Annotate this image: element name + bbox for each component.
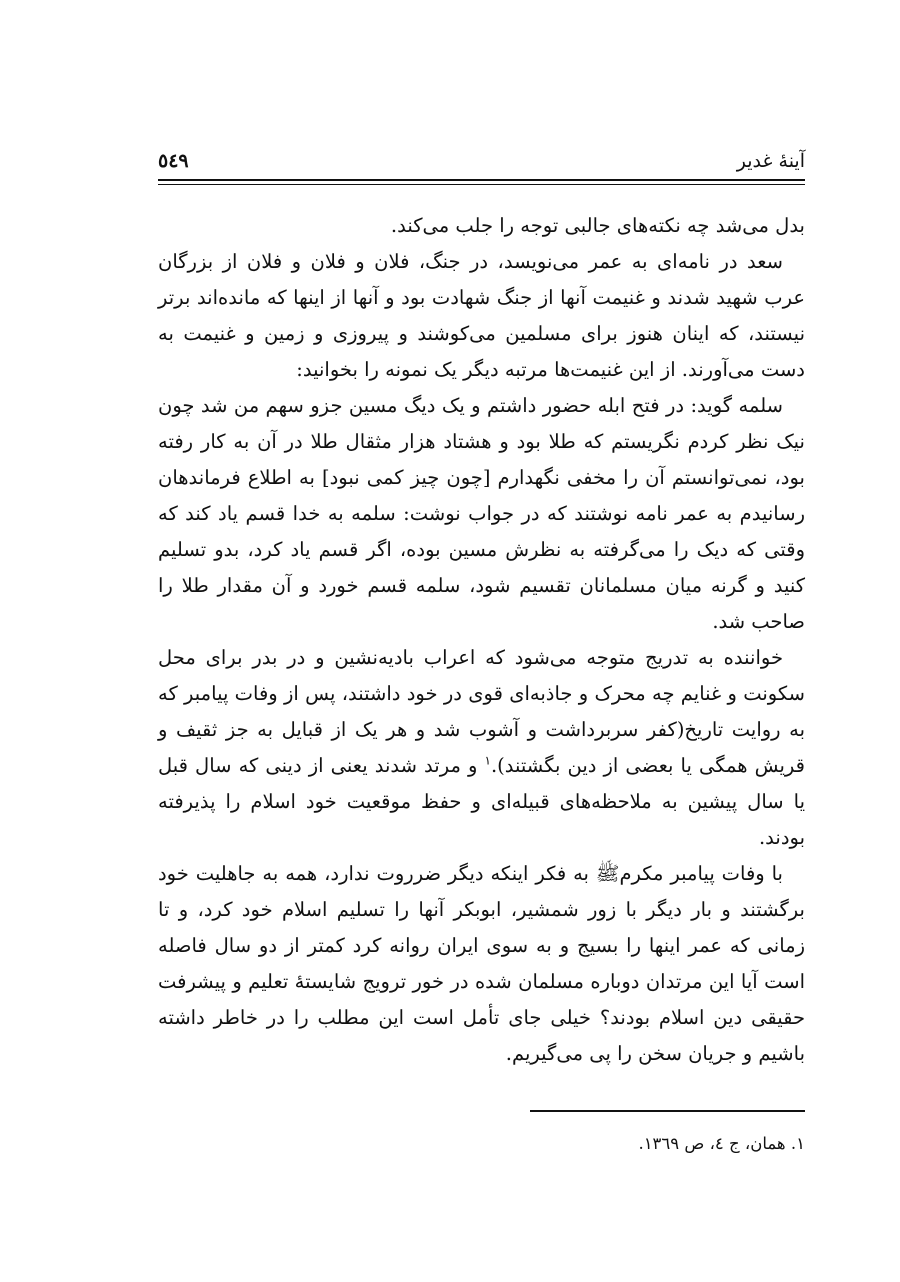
paragraph: بدل می‌شد چه نکته‌های جالبی توجه را جلب می‌کند.: [390, 214, 805, 237]
header-rule-thick: [158, 179, 805, 181]
running-header: [158, 150, 805, 180]
footnote: ١. همان، ج ٤، ص ١٣٦٩.: [638, 1134, 805, 1153]
page-number: ٥٤٩: [158, 150, 189, 172]
paragraph-text: و مرتد شدند یعنی از دینی که سال قبل یا سال پیشین به ملاحظه‌های قبیله‌ای و حفظ موقعیت خود اسلام را پذیرفته بودند.: [158, 754, 805, 849]
body-text: [158, 208, 805, 1072]
footnote-separator: [530, 1110, 805, 1112]
header-title: آینهٔ غدیر: [736, 150, 805, 172]
paragraph: با وفات پیامبر مکرمﷺ به فکر اینکه دیگر ضرروت ندارد، همه به جاهلیت خود برگشتند و بار دیگر با زور شمشیر، ابوبکر آنها را تسلیم اسلام خود کرد، و تا زمانی که عمر اینها را بسیج و به سوی ایران روانه کرد کمتر از دو سال فاصله است آیا این مرتدان دوباره مسلمان شده در خور ترویج شایستهٔ تعلیم و پیشرفت حقیقی دین اسلام بودند؟ خیلی جای تأمل است این مطلب را در خاطر داشته باشیم و جریان سخن را پی می‌گیریم.: [158, 862, 805, 1065]
paragraph: [158, 640, 805, 856]
paragraph: سعد در نامه‌ای به عمر می‌نویسد، در جنگ، فلان و فلان و فلان از بزرگان عرب شهید شدند و غنیمت آنها از جنگ شهادت بود و آنها از اینها که مانده‌اند برتر نیستند، که اینان هنوز برای مسلمین می‌کوشند و پیروزی و زمین و غنیمت به دست می‌آورند. از این غنیمت‌ها مرتبه دیگر یک نمونه را بخوانید:: [158, 250, 805, 381]
footnote-reference: ١: [484, 753, 491, 768]
paragraph-text: خواننده به تدریج متوجه می‌شود که اعراب بادیه‌نشین و در بدر برای محل سکونت و غنایم چه محرک و جاذبه‌ای قوی در خود داشتند، پس از وفات پیامبر که به روایت تاریخ(کفر سربرداشت و آشوب شد و هر یک از قبایل به جز ثقیف و قریش همگی یا بعضی از دین بگشتند).: [158, 646, 806, 777]
paragraph: سلمه گوید: در فتح ابله حضور داشتم و یک دیگ مسین جزو سهم من شد چون نیک نظر کردم نگریستم که طلا بود و هشتاد هزار مثقال طلا در آن به کار رفته بود، نمی‌توانستم آن را مخفی نگهدارم [چون چیز کمی نبود] به اطلاع فرماندهان رسانیدم به عمر نامه نوشتند که در جواب نوشت: سلمه به خدا قسم یاد کند که وقتی که دیک را می‌گرفته به نظرش مسین بوده، اگر قسم یاد کرد، بدو تسلیم کنید و گرنه میان مسلمانان تقسیم شود، سلمه قسم خورد و آن مقدار طلا را صاحب شد.: [158, 394, 805, 633]
header-rule-thin: [158, 184, 805, 185]
